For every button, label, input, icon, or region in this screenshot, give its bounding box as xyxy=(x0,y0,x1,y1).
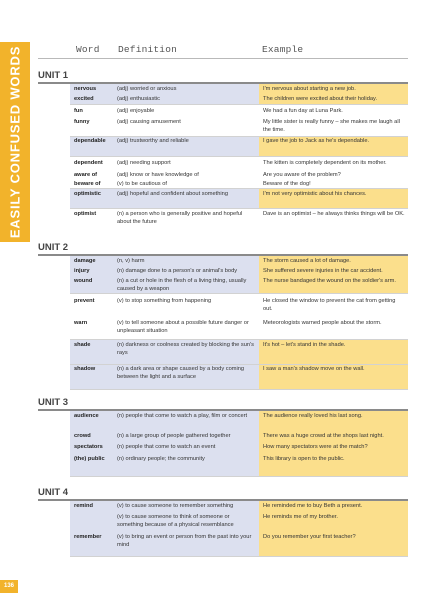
row-divider xyxy=(70,156,408,157)
word-cell: shade xyxy=(74,342,91,348)
word-cell: remind xyxy=(74,503,93,509)
word-cell: optimist xyxy=(74,211,97,217)
row-divider xyxy=(70,293,408,294)
definition-cell: (n) people that come to watch a play, film or concert xyxy=(117,413,248,419)
definition-cell: (n) damage done to a person's or animal's body xyxy=(117,268,238,274)
example-column-header: Example xyxy=(262,44,304,55)
definition-cell: (n) a dark area or shape caused by a body coming between the light and a surface xyxy=(117,366,245,380)
example-cell: My little sister is really funny – she makes me laugh all the time. xyxy=(263,119,400,133)
example-cell: He reminded me to buy Beth a present. xyxy=(263,503,363,509)
row-divider xyxy=(70,364,408,365)
definition-cell: (adj) trustworthy and reliable xyxy=(117,138,189,144)
definition-cell: (v) to bring an event or person from the past into your mind xyxy=(117,534,252,548)
word-cell: fun xyxy=(74,108,83,114)
definition-cell: (n) a person who is generally positive and hopeful about the future xyxy=(117,211,243,225)
unit-label: UNIT 3 xyxy=(38,397,69,408)
word-cell: (the) public xyxy=(74,456,105,462)
definition-cell: (n) people that come to watch an event xyxy=(117,444,216,450)
example-cell: The nurse bandaged the wound on the soldier's arm. xyxy=(263,278,396,284)
definition-cell: (n) darkness or coolness created by blocking the sun's rays xyxy=(117,342,255,356)
definition-cell: (adj) worried or anxious xyxy=(117,86,177,92)
row-divider xyxy=(70,339,408,340)
example-cell: He closed the window to prevent the cat from getting out. xyxy=(263,298,396,312)
word-cell: shadow xyxy=(74,366,96,372)
definition-cell: (adj) enjoyable xyxy=(117,108,155,114)
example-cell: Are you aware of the problem? xyxy=(263,172,341,178)
word-cell: spectators xyxy=(74,444,103,450)
unit-label: UNIT 4 xyxy=(38,487,69,498)
definition-cell: (adj) needing support xyxy=(117,160,171,166)
word-cell: optimistic xyxy=(74,191,101,197)
example-cell: I gave the job to Jack as he's dependable. xyxy=(263,138,370,144)
example-cell: It's hot – let's stand in the shade. xyxy=(263,342,346,348)
side-tab xyxy=(0,42,30,242)
word-cell: injury xyxy=(74,268,90,274)
word-cell: funny xyxy=(74,119,90,125)
side-title: EASILY CONFUSED WORDS xyxy=(7,45,23,239)
definition-cell: (adj) know or have knowledge of xyxy=(117,172,199,178)
example-cell: How many spectators were at the match? xyxy=(263,444,368,450)
header-rule xyxy=(38,58,408,59)
example-cell: The children were excited about their holiday. xyxy=(263,96,378,102)
definition-cell: (v) to be cautious of xyxy=(117,181,167,187)
word-cell: beware of xyxy=(74,181,101,187)
definition-cell: (adj) hopeful and confident about something xyxy=(117,191,228,197)
definition-cell: (n) a large group of people gathered together xyxy=(117,433,231,439)
example-cell: She suffered severe injuries in the car accident. xyxy=(263,268,383,274)
example-cell: I'm not very optimistic about his chances. xyxy=(263,191,367,197)
word-cell: excited xyxy=(74,96,94,102)
example-cell: The audience really loved his last song. xyxy=(263,413,363,419)
definition-cell: (adj) enthusiastic xyxy=(117,96,160,102)
definition-cell: (n) ordinary people; the community xyxy=(117,456,205,462)
example-cell: I'm nervous about starting a new job. xyxy=(263,86,356,92)
row-divider xyxy=(70,476,408,477)
word-cell: dependent xyxy=(74,160,103,166)
example-cell: Beware of the dog! xyxy=(263,181,311,187)
word-cell: wound xyxy=(74,278,93,284)
definition-cell: (adj) causing amusement xyxy=(117,119,181,125)
definition-cell: (v) to tell someone about a possible future danger or unpleasant situation xyxy=(117,320,249,334)
example-cell: The kitten is completely dependent on its mother. xyxy=(263,160,387,166)
word-cell: damage xyxy=(74,258,96,264)
page-number: 136 xyxy=(0,580,18,593)
word-cell: remember xyxy=(74,534,102,540)
row-divider xyxy=(70,104,408,105)
word-cell: prevent xyxy=(74,298,95,304)
example-cell: Do you remember your first teacher? xyxy=(263,534,356,540)
example-cell: Meteorologists warned people about the storm. xyxy=(263,320,382,326)
unit-label: UNIT 2 xyxy=(38,242,69,253)
word-cell: audience xyxy=(74,413,99,419)
definition-cell: (v) to cause someone to think of someone or something because of a physical resemblance xyxy=(117,514,234,528)
word-cell: warn xyxy=(74,320,88,326)
example-cell: There was a huge crowd at the shops last night. xyxy=(263,433,384,439)
row-divider xyxy=(70,389,408,390)
example-cell: He reminds me of my brother. xyxy=(263,514,338,520)
definition-column-header: Definition xyxy=(118,44,178,55)
word-column-header: Word xyxy=(76,44,100,55)
word-cell: crowd xyxy=(74,433,91,439)
example-cell: The storm caused a lot of damage. xyxy=(263,258,351,264)
row-divider xyxy=(70,208,408,209)
definition-cell: (v) to stop something from happening xyxy=(117,298,212,304)
row-divider xyxy=(70,556,408,557)
example-cell: We had a fun day at Luna Park. xyxy=(263,108,343,114)
word-cell: dependable xyxy=(74,138,106,144)
unit-label: UNIT 1 xyxy=(38,70,69,81)
row-divider xyxy=(70,136,408,137)
word-cell: aware of xyxy=(74,172,98,178)
definition-cell: (n) a cut or hole in the flesh of a living thing, usually caused by a weapon xyxy=(117,278,247,292)
example-cell: This library is open to the public. xyxy=(263,456,345,462)
definition-cell: (v) to cause someone to remember something xyxy=(117,503,234,509)
example-cell: I saw a man's shadow move on the wall. xyxy=(263,366,365,372)
definition-cell: (n, v) harm xyxy=(117,258,145,264)
example-cell: Dave is an optimist – he always thinks things will be OK. xyxy=(263,211,405,217)
word-cell: nervous xyxy=(74,86,97,92)
